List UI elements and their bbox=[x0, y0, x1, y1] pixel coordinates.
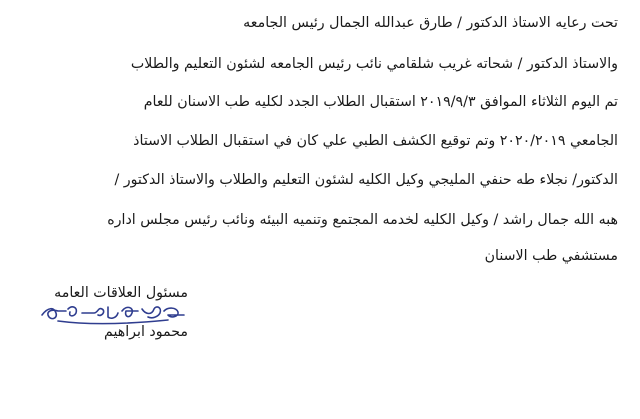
signature-title: مسئول العلاقات العامه bbox=[54, 285, 188, 301]
signature-block bbox=[18, 283, 188, 340]
body-line-4: الجامعي ٢٠٢٠/٢٠١٩ وتم توقيع الكشف الطبي علي كان في استقبال الطلاب الاستاذ bbox=[133, 133, 618, 149]
signatory-name: محمود ابراهيم bbox=[104, 324, 188, 340]
body-line-6: هبه الله جمال راشد / وكيل الكليه لخدمه المجتمع وتنميه البيئه ونائب رئيس مجلس اداره bbox=[107, 212, 618, 228]
body-line-5: الدكتور/ نجلاء طه حنفي المليجي وكيل الكليه لشئون التعليم والطلاب والاستاذ الدكتور / bbox=[114, 172, 618, 188]
body-line-3: تم اليوم الثلاثاء الموافق ٢٠١٩/٩/٣ استقبال الطلاب الجدد لكليه طب الاسنان للعام bbox=[143, 94, 618, 110]
body-line-1: تحت رعايه الاستاذ الدكتور / طارق عبدالله الجمال رئيس الجامعه bbox=[243, 15, 618, 31]
body-line-2: والاستاذ الدكتور / شحاته غريب شلقامي نائب رئيس الجامعه لشئون التعليم والطلاب bbox=[130, 56, 618, 72]
body-line-7: مستشفي طب الاسنان bbox=[484, 248, 618, 264]
